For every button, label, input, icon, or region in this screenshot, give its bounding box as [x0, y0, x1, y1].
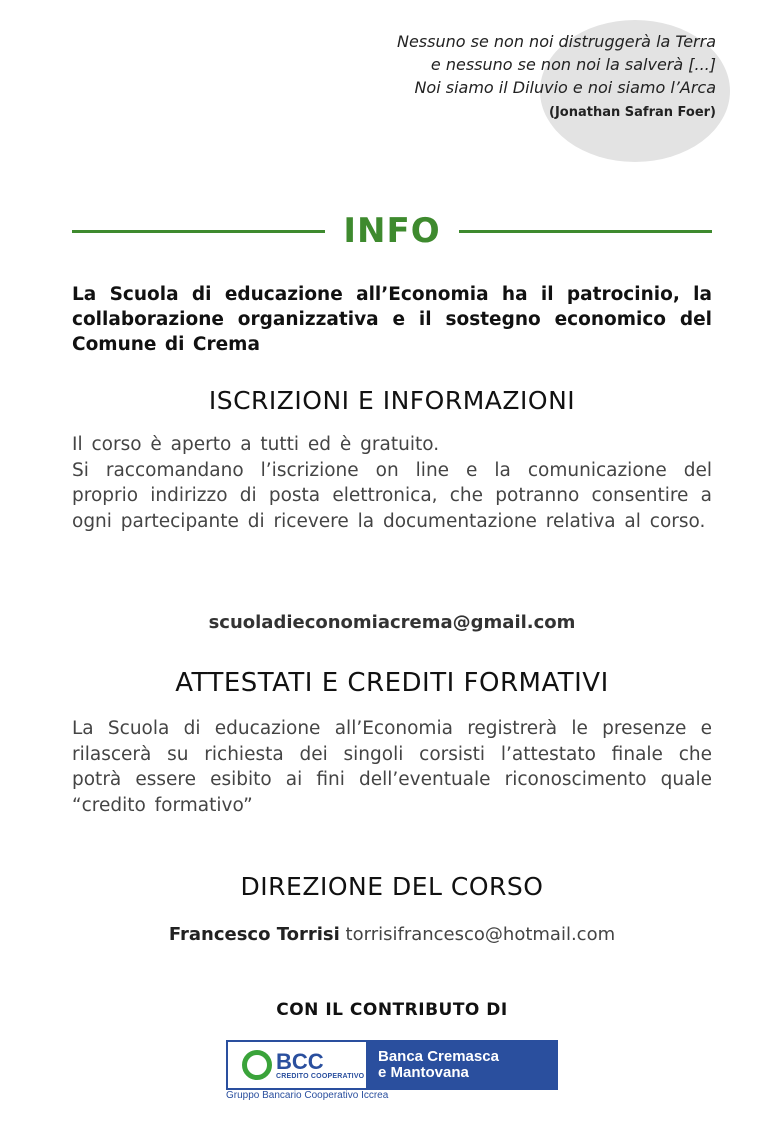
info-header [72, 208, 712, 254]
school-email-link[interactable]: scuoladieconomiacrema@gmail.com [208, 612, 576, 633]
quote-line: e nessuno se non noi la salverà [...] [430, 55, 716, 74]
iscrizioni-line1: Il corso è aperto a tutti ed è gratuito. [72, 434, 440, 455]
iscrizioni-line2: Si raccomandano l’iscrizione on line e la comunicazione del proprio indirizzo di posta elettronica, che potranno consentire a ogni partecipante di ricevere la documentazione relativa al corso. [72, 459, 712, 532]
bank-name-line2: e Mantovana [378, 1064, 469, 1081]
section-heading-attestati: ATTESTATI E CREDITI FORMATIVI [175, 668, 609, 698]
director-email-link[interactable]: torrisifrancesco@hotmail.com [345, 924, 616, 945]
bank-name [366, 1042, 556, 1088]
attestati-paragraph: La Scuola di educazione all’Economia registrerà le presenze e rilascerà su richiesta dei singoli corsisti l’attestato finale che potrà essere esibito ai fini dell’eventuale riconoscimento quale “credito formativo” [72, 718, 712, 816]
contributo-label: CON IL CONTRIBUTO DI [276, 1000, 508, 1020]
bcc-logo-text: BCC [276, 1048, 324, 1074]
divider-right [459, 230, 712, 233]
quote-line: Nessuno se non noi distruggerà la Terra [396, 32, 716, 51]
bank-logo [226, 1040, 558, 1090]
bcc-mark-icon [242, 1050, 272, 1080]
divider-left [72, 230, 325, 233]
bank-name-line1: Banca Cremasca [378, 1048, 499, 1065]
section-heading-iscrizioni: ISCRIZIONI E INFORMAZIONI [208, 386, 576, 415]
director-name: Francesco Torrisi [168, 924, 340, 945]
quote-author: (Jonathan Safran Foer) [549, 105, 716, 120]
bcc-logo [228, 1042, 366, 1088]
epigraph-quote [397, 30, 716, 124]
intro-paragraph: La Scuola di educazione all’Economia ha il patrocinio, la collaborazione organizzativa e il sostegno economico del Comune di Crema [72, 284, 712, 355]
quote-line: Noi siamo il Diluvio e noi siamo l’Arca [414, 78, 716, 97]
director-line [40, 924, 744, 945]
iscrizioni-paragraph [72, 432, 712, 534]
info-title: INFO [343, 211, 441, 251]
section-heading-direzione: DIREZIONE DEL CORSO [240, 872, 544, 901]
bank-group-caption: Gruppo Bancario Cooperativo Iccrea [226, 1090, 389, 1101]
bcc-logo-subtext: CREDITO COOPERATIVO [276, 1072, 365, 1080]
